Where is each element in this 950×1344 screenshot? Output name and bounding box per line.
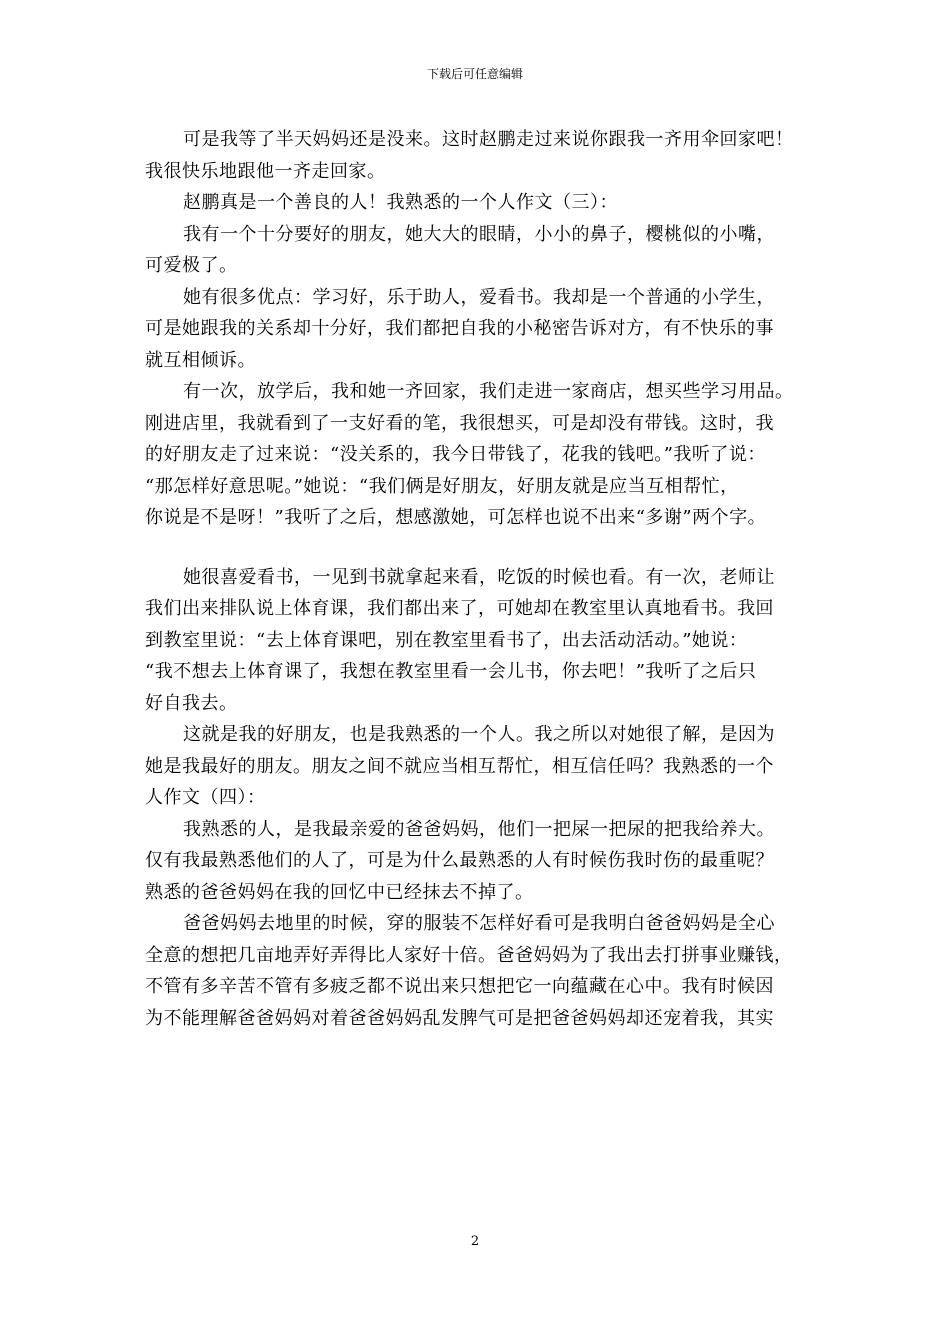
text-line: 为不能理解爸爸妈妈对着爸爸妈妈乱发脾气可是把爸爸妈妈却还宠着我，其实 — [145, 1007, 774, 1029]
text-line: 可爱极了。 — [145, 255, 238, 276]
text-line: 这就是我的好朋友，也是我熟悉的一个人。我之所以对她很了解，是因为 — [183, 724, 775, 745]
text-line: 我很快乐地跟他一齐走回家。 — [145, 160, 386, 182]
text-line: 我熟悉的人，是我最亲爱的爸爸妈妈，他们一把屎一把尿的把我给养大。 — [183, 818, 775, 840]
text-line: 仅有我最熟悉他们的人了，可是为什么最熟悉的人有时候伤我时伤的最重呢？ — [145, 850, 774, 871]
text-line: 可是我等了半天妈妈还是没来。这时赵鹏走过来说你跟我一齐用伞回家吧！ — [183, 129, 794, 150]
text-line: 赵鹏真是一个善良的人！我熟悉的一个人作文（三）： — [183, 192, 618, 213]
page-number: 2 — [470, 1234, 480, 1249]
text-line: 爸爸妈妈去地里的时候，穿的服装不怎样好看可是我明白爸爸妈妈是全心 — [183, 913, 775, 934]
text-line: 有一次，放学后，我和她一齐回家，我们走进一家商店，想买些学习用品。 — [183, 381, 794, 402]
text-line: “那怎样好意思呢。”她说：“我们俩是好朋友，好朋友就是应当互相帮忙， — [145, 475, 739, 497]
text-line: 到教室里说：“去上体育课吧，别在教室里看书了，出去活动活动。”她说： — [145, 629, 748, 651]
text-line: 全意的想把几亩地弄好弄得比人家好十倍。爸爸妈妈为了我出去打拼事业赚钱， — [145, 944, 793, 966]
text-line: 我有一个十分要好的朋友，她大大的眼睛，小小的鼻子，樱桃似的小嘴， — [183, 223, 775, 245]
text-line: 你说是不是呀！”我听了之后，想感激她，可怎样也说不出来“多谢”两个字。 — [145, 507, 767, 528]
page-header: 下载后可任意编辑 — [426, 67, 523, 81]
text-line: 可是她跟我的关系却十分好，我们都把自我的小秘密告诉对方，有不快乐的事 — [145, 318, 774, 339]
text-line — [145, 534, 805, 562]
text-line: 刚进店里，我就看到了一支好看的笔，我很想买，可是却没有带钱。这时，我 — [145, 412, 774, 434]
text-line: 她很喜爱看书，一见到书就拿起来看，吃饭的时候也看。有一次，老师让 — [183, 566, 775, 588]
document-body — [145, 124, 805, 1034]
text-line: 她有很多优点：学习好，乐于助人，爱看书。我却是一个普通的小学生， — [183, 286, 775, 308]
text-line: 熟悉的爸爸妈妈在我的回忆中已经抹去不掉了。 — [145, 881, 534, 903]
text-line: 我们出来排队说上体育课，我们都出来了，可她却在教室里认真地看书。我回 — [145, 598, 774, 619]
text-line: 好自我去。 — [145, 692, 238, 714]
text-line: “我不想去上体育课了，我想在教室里看一会儿书，你去吧！”我听了之后只 — [145, 661, 757, 682]
text-line: 人作文（四）： — [145, 787, 266, 808]
text-line: 她是我最好的朋友。朋友之间不就应当相互帮忙，相互信任吗？我熟悉的一个 — [145, 755, 774, 777]
text-line: 的好朋友走了过来说：“没关系的，我今日带钱了，花我的钱吧。”我听了说： — [145, 444, 766, 465]
text-line: 就互相倾诉。 — [145, 349, 256, 371]
text-line: 不管有多辛苦不管有多疲乏都不说出来只想把它一向蕴藏在心中。我有时候因 — [145, 976, 774, 997]
